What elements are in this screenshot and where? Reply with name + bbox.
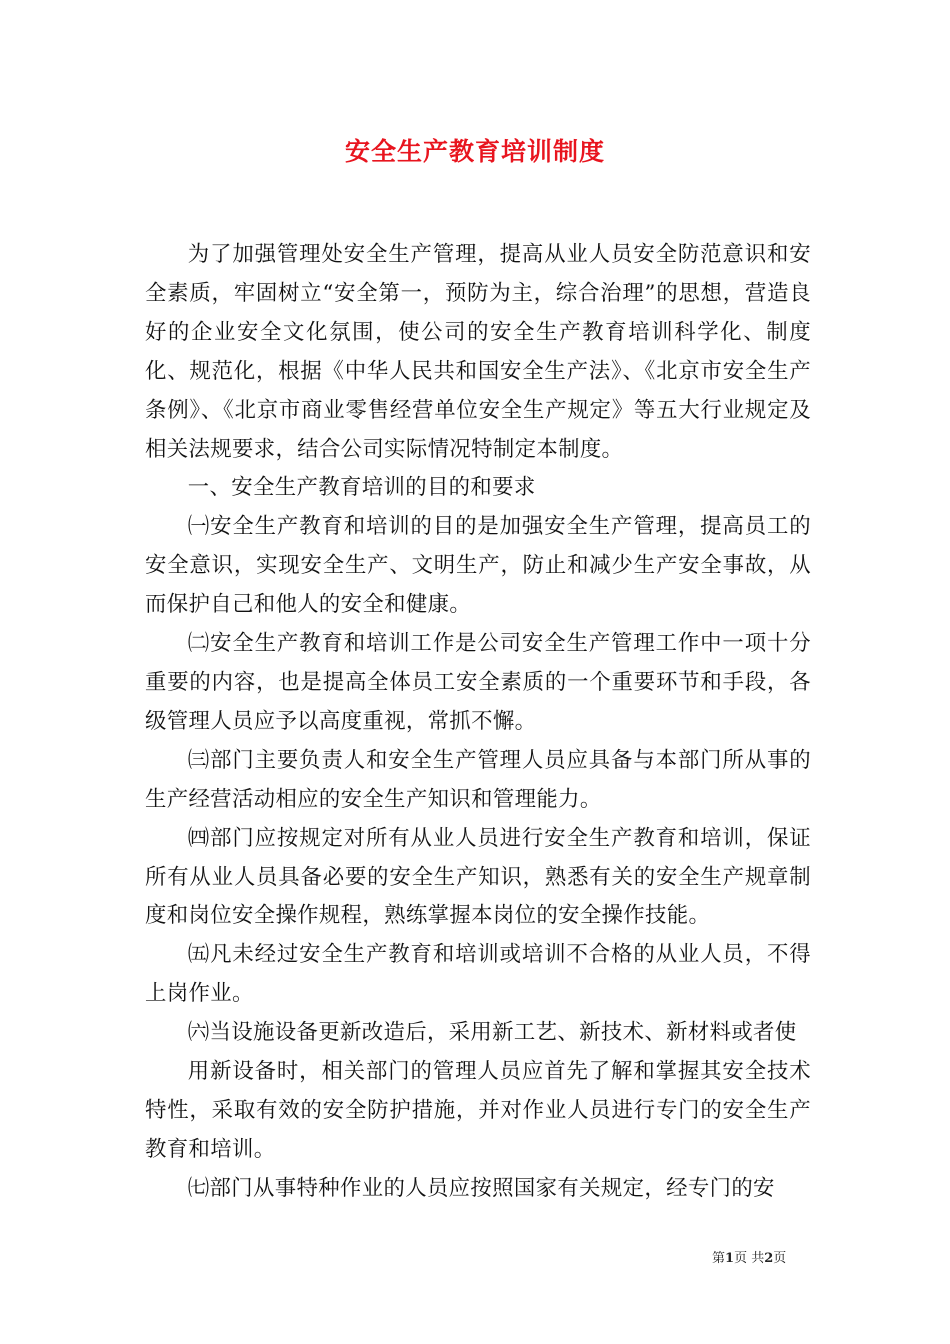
page-footer <box>712 1247 786 1266</box>
footer-suffix: 页 <box>773 1251 787 1266</box>
section-heading: 一、安全生产教育培训的目的和要求 <box>187 475 536 501</box>
paragraph-item-4: ㈣部门应按规定对所有从业人员进行安全生产教育和培训，保证所有从业人员具备必要的安全生产知识，熟悉有关的安全生产规章制度和岗位安全操作规程，熟练掌握本岗位的安全操作技能。 <box>145 825 811 929</box>
footer-middle: 页 共 <box>734 1251 765 1266</box>
footer-prefix: 第 <box>712 1251 726 1266</box>
footer-total-pages: 2 <box>764 1251 774 1266</box>
paragraph-item-1: ㈠安全生产教育和培训的目的是加强安全生产管理，提高员工的安全意识，实现安全生产、文明生产，防止和减少生产安全事故，从而保护自己和他人的安全和健康。 <box>145 514 811 618</box>
footer-page-number: 1 <box>725 1251 735 1266</box>
paragraph-item-6: ㈥当设施设备更新改造后，采用新工艺、新技术、新材料或者使 <box>187 1020 797 1046</box>
document-title: 安全生产教育培训制度 <box>344 137 605 166</box>
paragraph-item-6-continued: 用新设备时，相关部门的管理人员应首先了解和掌握其安全技术特性，采取有效的安全防护措施，并对作业人员进行专门的安全生产教育和培训。 <box>145 1059 811 1162</box>
paragraph-item-7: ㈦部门从事特种作业的人员应按照国家有关规定，经专门的安 <box>187 1175 775 1201</box>
document-body <box>145 236 811 1209</box>
paragraph-item-2: ㈡安全生产教育和培训工作是公司安全生产管理工作中一项十分重要的内容，也是提高全体员工安全素质的一个重要环节和手段，各级管理人员应予以高度重视，常抓不懈。 <box>145 631 811 734</box>
paragraph-item-5: ㈤凡未经过安全生产教育和培训或培训不合格的从业人员，不得上岗作业。 <box>145 942 811 1007</box>
paragraph-item-3: ㈢部门主要负责人和安全生产管理人员应具备与本部门所从事的生产经营活动相应的安全生产知识和管理能力。 <box>145 747 811 812</box>
paragraph-intro: 为了加强管理处安全生产管理，提高从业人员安全防范意识和安全素质，牢固树立“安全第一，预防为主，综合治理”的思想，营造良好的企业安全文化氛围，使公司的安全生产教育培训科学化、制度化、规范化，根据《中华人民共和国安全生产法》、《北京市安全生产条例》、《北京市商业零售经营单位安全生产规定》等五大行业规定及相关法规要求，结合公司实际情况特制定本制度。 <box>145 242 811 462</box>
